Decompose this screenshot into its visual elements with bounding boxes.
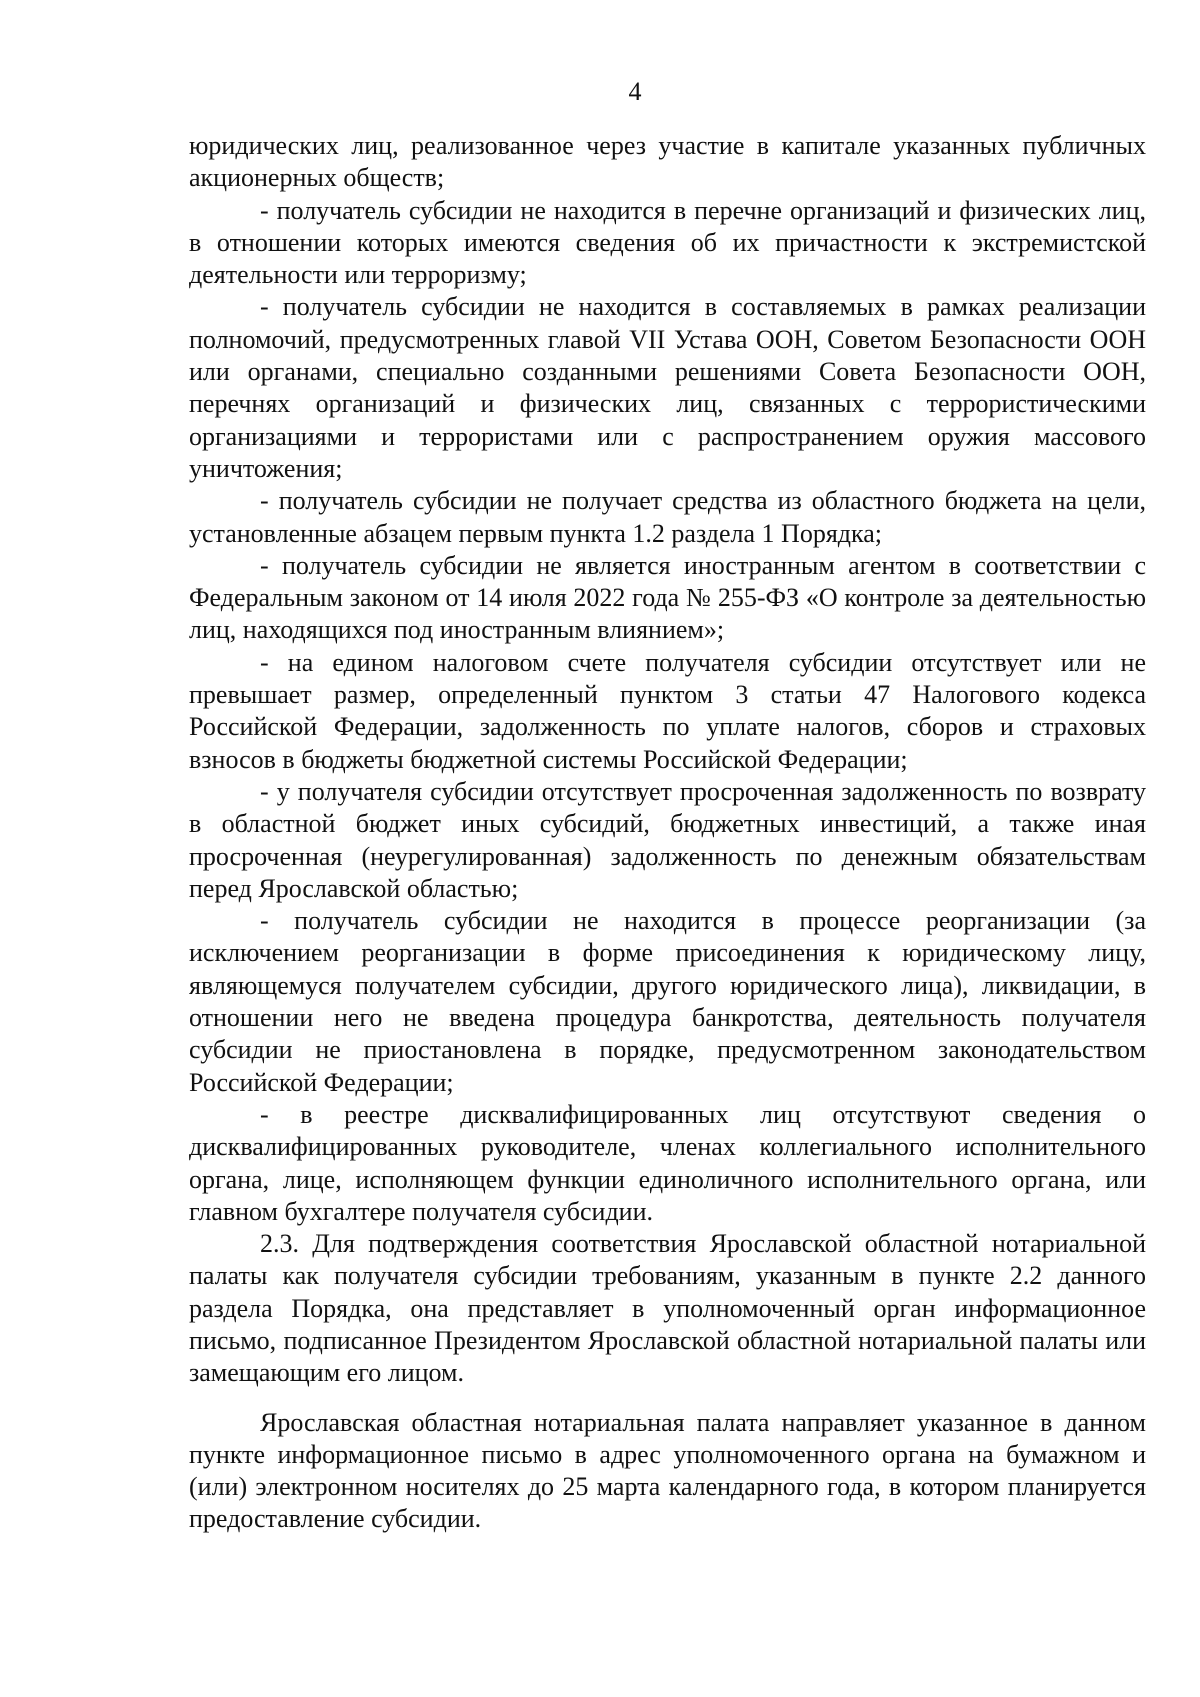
document-body bbox=[189, 130, 1146, 1536]
paragraph-clause-2-3: 2.3. Для подтверждения соответствия Ярославской областной нотариальной палаты как получателя субсидии требованиям, указанным в пункте 2.2 данного раздела Порядка, она представляет в уполномоченный орган информационное письмо, подписанное Президентом Ярославской областной нотариальной палаты или замещающим его лицом. bbox=[189, 1229, 1146, 1388]
paragraph-disqualified-registry: - в реестре дисквалифицированных лиц отсутствуют сведения о дисквалифицированных руководителе, членах коллегиального исполнительного органа, лице, исполняющем функции единоличного исполнительного органа, или главном бухгалтере получателя субсидии. bbox=[189, 1099, 1146, 1226]
paragraph-foreign-agent: - получатель субсидии не является иностранным агентом в соответствии с Федеральным законом от 14 июля 2022 года № 255-ФЗ «О контроле за деятельностью лиц, находящихся под иностранным влиянием»; bbox=[189, 550, 1146, 645]
page-number: 4 bbox=[628, 77, 642, 106]
paragraph-extremism-list: - получатель субсидии не находится в перечне организаций и физических лиц, в отношении которых имеются сведения об их причастности к экстремистской деятельности или терроризму; bbox=[189, 195, 1146, 290]
paragraph-un-lists: - получатель субсидии не находится в составляемых в рамках реализации полномочий, предусмотренных главой VII Устава ООН, Советом Безопасности ООН или органами, специально созданными решениями Совета Безопасности ООН, перечнях организаций и физических лиц, связанных с террористическими организациями и террористами или с распространением оружия массового уничтожения; bbox=[189, 292, 1146, 483]
paragraph-tax-account: - на едином налоговом счете получателя субсидии отсутствует или не превышает размер, определенный пунктом 3 статьи 47 Налогового кодекса Российской Федерации, задолженность по уплате налогов, сборов и страховых взносов в бюджеты бюджетной системы Российской Федерации; bbox=[189, 647, 1146, 774]
paragraph-budget-funds: - получатель субсидии не получает средства из областного бюджета на цели, установленные абзацем первым пункта 1.2 раздела 1 Порядка; bbox=[189, 486, 1146, 548]
paragraph-reorganization: - получатель субсидии не находится в процессе реорганизации (за исключением реорганизации в форме присоединения к юридическому лицу, являющемуся получателем субсидии, другого юридического лица), ликвидации, в отношении него не введена процедура банкротства, деятельность получателя субсидии не приостановлена в порядке, предусмотренном законодательством Российской Федерации; bbox=[189, 906, 1146, 1097]
paragraph-information-letter: Ярославская областная нотариальная палата направляет указанное в данном пункте информационное письмо в адрес уполномоченного органа на бумажном и (или) электронном носителях до 25 марта календарного года, в котором планируется предоставление субсидии. bbox=[189, 1407, 1146, 1534]
paragraph-continuation: юридических лиц, реализованное через участие в капитале указанных публичных акционерных обществ; bbox=[189, 131, 1146, 193]
paragraph-overdue-debt: - у получателя субсидии отсутствует просроченная задолженность по возврату в областной бюджет иных субсидий, бюджетных инвестиций, а также иная просроченная (неурегулированная) задолженность по денежным обязательствам перед Ярославской областью; bbox=[189, 776, 1146, 903]
